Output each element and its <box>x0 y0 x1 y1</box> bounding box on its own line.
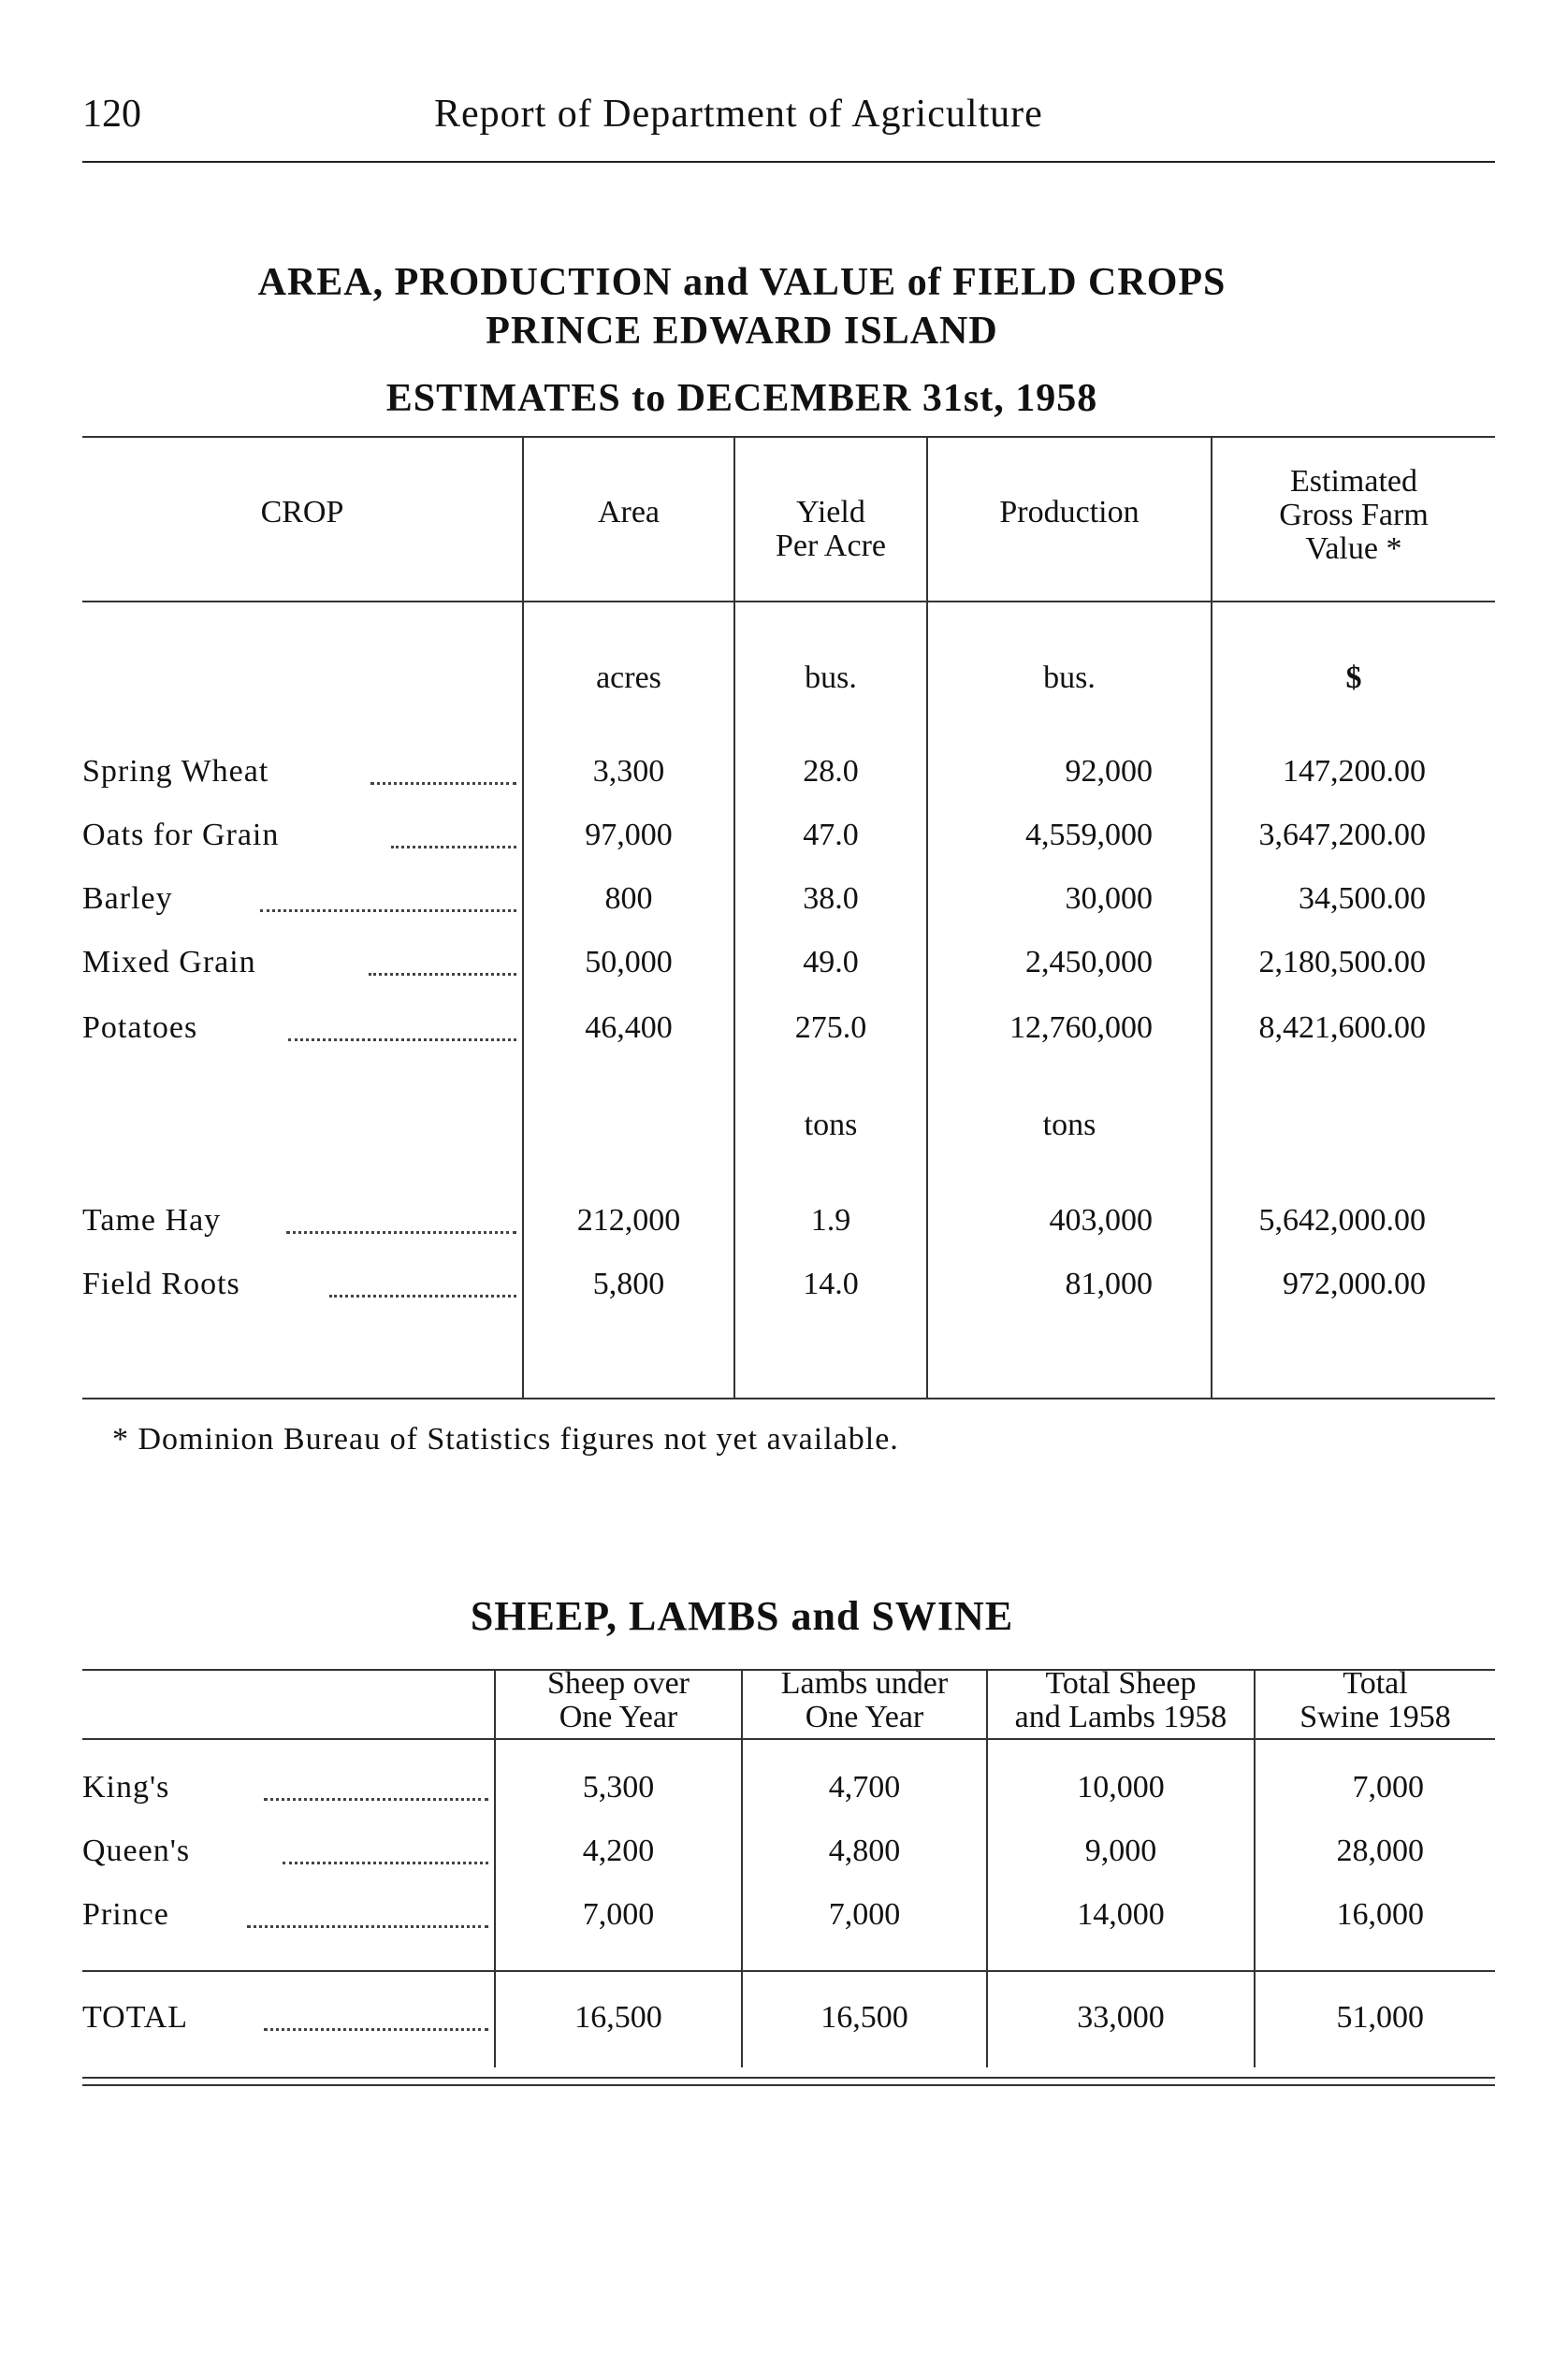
crops-title: AREA, PRODUCTION and VALUE of FIELD CROPS <box>257 261 1227 304</box>
page-number: 120 <box>82 93 141 136</box>
sheep-total-rule <box>82 1970 1495 1972</box>
leader-dots <box>329 1285 516 1298</box>
leader-dots <box>264 2019 488 2031</box>
leader-dots <box>286 1222 516 1234</box>
production-value: 2,450,000 <box>1025 945 1153 979</box>
col-header-value: Estimated Gross Farm Value * <box>1279 464 1429 566</box>
lambs-value: 4,700 <box>828 1770 901 1805</box>
col-header-sheep: Sheep over One Year <box>546 1666 690 1734</box>
value-value: 8,421,600.00 <box>1258 1010 1426 1045</box>
value-value: 34,500.00 <box>1299 881 1426 916</box>
unit-label: bus. <box>805 660 857 695</box>
swine-total: 51,000 <box>1336 2000 1424 2035</box>
crops-bottom-rule <box>82 1398 1495 1399</box>
area-value: 97,000 <box>585 818 673 852</box>
col-header-crop: CROP <box>260 495 344 529</box>
crops-col-divider <box>733 436 735 1398</box>
area-value: 212,000 <box>576 1203 681 1238</box>
sheep-title: SHEEP, LAMBS and SWINE <box>470 1593 1014 1639</box>
swine-value: 16,000 <box>1336 1897 1424 1932</box>
value-value: 2,180,500.00 <box>1258 945 1426 979</box>
production-value: 81,000 <box>1065 1267 1153 1301</box>
crop-name: Potatoes <box>82 1010 198 1045</box>
crop-name: Barley <box>82 881 173 916</box>
sheep-header-rule <box>82 1738 1495 1740</box>
total-value: 10,000 <box>1077 1770 1165 1805</box>
crop-name: Tame Hay <box>82 1203 222 1238</box>
col-header-swine: Total Swine 1958 <box>1299 1666 1451 1734</box>
col-header-lambs: Lambs under One Year <box>780 1666 949 1734</box>
area-value: 3,300 <box>592 754 665 789</box>
sheep-value: 4,200 <box>582 1834 655 1868</box>
leader-dots <box>288 1029 516 1041</box>
county-name: King's <box>82 1770 170 1805</box>
lambs-total: 16,500 <box>820 2000 908 2035</box>
yield-value: 28.0 <box>803 754 859 789</box>
area-value: 800 <box>604 881 653 916</box>
col-header-area: Area <box>597 495 661 529</box>
production-value: 4,559,000 <box>1025 818 1153 852</box>
unit-label: acres <box>596 660 661 695</box>
total-value: 14,000 <box>1077 1897 1165 1932</box>
leader-dots <box>370 773 516 785</box>
leader-dots <box>264 1789 488 1801</box>
crops-estimates-line: ESTIMATES to DECEMBER 31st, 1958 <box>385 377 1098 420</box>
production-value: 12,760,000 <box>1009 1010 1153 1045</box>
unit-label: tons <box>1042 1108 1096 1142</box>
sheep-value: 7,000 <box>582 1897 655 1932</box>
crops-header-rule <box>82 601 1495 602</box>
crop-name: Oats for Grain <box>82 818 280 852</box>
col-header-yield: Yield Per Acre <box>775 495 886 563</box>
leader-dots <box>369 964 516 976</box>
yield-value: 38.0 <box>803 881 859 916</box>
production-value: 92,000 <box>1065 754 1153 789</box>
value-value: 5,642,000.00 <box>1258 1203 1426 1238</box>
yield-value: 47.0 <box>803 818 859 852</box>
production-value: 403,000 <box>1049 1203 1153 1238</box>
col-header-production: Production <box>999 495 1140 529</box>
crops-col-divider <box>1211 436 1212 1398</box>
unit-label: $ <box>1345 660 1362 695</box>
crops-col-divider <box>926 436 928 1398</box>
crop-name: Mixed Grain <box>82 945 256 979</box>
sheep-bottom-rule <box>82 2077 1495 2079</box>
lambs-value: 4,800 <box>828 1834 901 1868</box>
yield-value: 14.0 <box>803 1267 859 1301</box>
swine-value: 28,000 <box>1336 1834 1424 1868</box>
crops-top-rule <box>82 436 1495 438</box>
area-value: 50,000 <box>585 945 673 979</box>
page-header <box>82 92 1495 148</box>
crop-name: Field Roots <box>82 1267 240 1301</box>
leader-dots <box>283 1852 488 1864</box>
swine-value: 7,000 <box>1352 1770 1424 1805</box>
yield-value: 1.9 <box>810 1203 851 1238</box>
total-total: 33,000 <box>1077 2000 1165 2035</box>
running-title: Report of Department of Agriculture <box>434 93 1043 136</box>
total-value: 9,000 <box>1084 1834 1157 1868</box>
crops-subtitle: PRINCE EDWARD ISLAND <box>486 310 998 353</box>
footnote: * Dominion Bureau of Statistics figures not yet available. <box>112 1422 899 1457</box>
yield-value: 275.0 <box>794 1010 867 1045</box>
county-name: Queen's <box>82 1834 191 1868</box>
sheep-value: 5,300 <box>582 1770 655 1805</box>
unit-label: bus. <box>1043 660 1096 695</box>
value-value: 972,000.00 <box>1283 1267 1426 1301</box>
col-header-total-sheep: Total Sheep and Lambs 1958 <box>1014 1666 1227 1734</box>
header-rule <box>82 161 1495 163</box>
production-value: 30,000 <box>1065 881 1153 916</box>
total-label: TOTAL <box>82 2000 189 2035</box>
sheep-bottom-rule-double <box>82 2084 1495 2086</box>
area-value: 5,800 <box>592 1267 665 1301</box>
area-value: 46,400 <box>585 1010 673 1045</box>
leader-dots <box>260 900 516 912</box>
crops-col-divider <box>522 436 524 1398</box>
yield-value: 49.0 <box>803 945 859 979</box>
county-name: Prince <box>82 1897 169 1932</box>
value-value: 147,200.00 <box>1283 754 1426 789</box>
value-value: 3,647,200.00 <box>1258 818 1426 852</box>
crop-name: Spring Wheat <box>82 754 269 789</box>
sheep-total: 16,500 <box>574 2000 662 2035</box>
lambs-value: 7,000 <box>828 1897 901 1932</box>
leader-dots <box>391 836 516 848</box>
unit-label: tons <box>804 1108 858 1142</box>
leader-dots <box>247 1916 488 1928</box>
